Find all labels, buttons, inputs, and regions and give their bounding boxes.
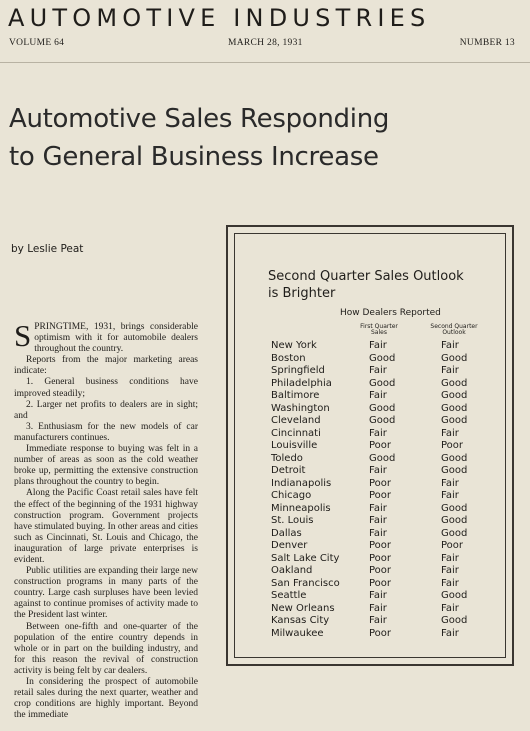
second-quarter-outlook: Fair: [441, 490, 459, 501]
sales-outlook-table: [271, 340, 501, 640]
paragraph: Public utilities are expanding their large new construction programs in many parts of the country. Large cash surpluses have been levied against to continue promises of activity made to the President last winter.: [14, 566, 198, 621]
table-row: [271, 378, 501, 391]
second-quarter-outlook: Fair: [441, 427, 459, 439]
city-name: Boston: [271, 352, 306, 364]
city-name: Cleveland: [271, 415, 321, 426]
second-quarter-outlook: Good: [441, 390, 468, 401]
second-quarter-outlook: Good: [441, 465, 468, 476]
city-name: Baltimore: [271, 390, 320, 401]
table-row: [271, 603, 501, 616]
second-quarter-outlook: Good: [441, 502, 468, 514]
byline: by Leslie Peat: [11, 243, 84, 255]
second-quarter-outlook: Fair: [441, 627, 459, 639]
first-quarter-sales: Fair: [369, 465, 387, 476]
city-name: Detroit: [271, 465, 306, 476]
city-name: San Francisco: [271, 577, 340, 589]
first-quarter-sales: Poor: [369, 540, 392, 551]
second-quarter-outlook: Fair: [441, 577, 459, 589]
paragraph: Between one-fifth and one-quarter of the population of the entire country depends in whole or in part on the building industry, and for this reason the revival of construction activity is being felt by car dealers.: [14, 621, 198, 676]
issue-number: NUMBER 13: [459, 38, 515, 48]
city-name: New Orleans: [271, 602, 335, 614]
article-headline: [9, 100, 469, 176]
table-row: [271, 578, 501, 591]
city-name: Louisville: [271, 440, 318, 451]
first-quarter-sales: Fair: [369, 340, 387, 351]
second-quarter-outlook: Fair: [441, 565, 459, 576]
paragraph: Immediate response to buying was felt in a number of areas as soon as the cold weather broke up, permitting the extensive construction plans throughout the country to begin.: [14, 444, 198, 488]
second-quarter-outlook: Fair: [441, 552, 459, 564]
second-quarter-outlook: Fair: [441, 477, 459, 489]
second-quarter-outlook: Fair: [441, 602, 459, 614]
second-quarter-outlook: Good: [441, 402, 468, 414]
table-row: [271, 428, 501, 441]
first-quarter-sales: Poor: [369, 552, 392, 564]
city-name: Dallas: [271, 527, 302, 539]
first-quarter-sales: Fair: [369, 527, 387, 539]
first-quarter-sales: Good: [369, 402, 396, 414]
city-name: Seattle: [271, 590, 307, 601]
first-quarter-sales: Poor: [369, 577, 392, 589]
first-quarter-sales: Fair: [369, 515, 387, 526]
first-quarter-sales: Poor: [369, 565, 392, 576]
table-row: [271, 503, 501, 516]
paragraph: 3. Enthusiasm for the new models of car manufacturers continues.: [14, 421, 198, 443]
sidebar-title: Second Quarter Sales Outlook is Brighter: [268, 269, 464, 301]
city-name: Salt Lake City: [271, 552, 340, 564]
second-quarter-outlook: Good: [441, 452, 468, 464]
masthead-divider: [0, 62, 530, 63]
second-quarter-outlook: Good: [441, 515, 468, 526]
sidebar-subtitle: How Dealers Reported: [340, 308, 441, 318]
paragraph: SPRINGTIME, 1931, brings considerable optimism with it for automobile dealers throughout the country.: [14, 318, 198, 355]
table-row: [271, 515, 501, 528]
column-header-second-quarter: Second Quarter Outlook: [430, 323, 478, 336]
column-header-first-quarter: First Quarter Sales: [360, 323, 398, 336]
article-body: [14, 318, 198, 721]
first-quarter-sales: Fair: [369, 427, 387, 439]
table-row: [271, 540, 501, 553]
paragraph: Reports from the major marketing areas indicate:: [14, 355, 198, 377]
second-quarter-outlook: Good: [441, 527, 468, 539]
table-row: [271, 365, 501, 378]
first-quarter-sales: Fair: [369, 615, 387, 626]
table-row: [271, 615, 501, 628]
first-quarter-sales: Poor: [369, 440, 392, 451]
paragraph: Along the Pacific Coast retail sales have felt the effect of the beginning of the 1931 highway construction program. Government projects have stimulated buying. In other areas and cities such as Cincinnati, St. Louis and Chicago, the inauguration of large private enterprises is evident.: [14, 488, 198, 565]
city-name: New York: [271, 340, 317, 351]
first-quarter-sales: Fair: [369, 502, 387, 514]
second-quarter-outlook: Good: [441, 615, 468, 626]
first-quarter-sales: Fair: [369, 390, 387, 401]
table-row: [271, 590, 501, 603]
paragraph: 1. General business conditions have improved steadily;: [14, 377, 198, 399]
city-name: Chicago: [271, 490, 312, 501]
table-row: [271, 565, 501, 578]
table-row: [271, 465, 501, 478]
second-quarter-outlook: Good: [441, 352, 468, 364]
city-name: Springfield: [271, 365, 325, 376]
first-quarter-sales: Poor: [369, 477, 392, 489]
second-quarter-outlook: Good: [441, 415, 468, 426]
first-quarter-sales: Good: [369, 352, 396, 364]
table-row: [271, 478, 501, 491]
first-quarter-sales: Good: [369, 377, 396, 389]
issue-date: MARCH 28, 1931: [228, 38, 303, 48]
second-quarter-outlook: Poor: [441, 540, 464, 551]
city-name: Toledo: [271, 452, 303, 464]
city-name: Kansas City: [271, 615, 330, 626]
headline-line-2: to General Business Increase: [9, 142, 379, 172]
drop-cap: S: [14, 318, 32, 353]
table-row: [271, 553, 501, 566]
paragraph: 2. Larger net profits to dealers are in sight; and: [14, 399, 198, 421]
city-name: Denver: [271, 540, 308, 551]
second-quarter-outlook: Good: [441, 590, 468, 601]
magazine-masthead: AUTOMOTIVE INDUSTRIES: [8, 4, 431, 32]
second-quarter-outlook: Fair: [441, 365, 459, 376]
city-name: Philadelphia: [271, 377, 332, 389]
paragraph: In considering the prospect of automobile retail sales during the next quarter, weather and crop conditions are highly important. Beyond the immediate: [14, 677, 198, 721]
first-quarter-sales: Fair: [369, 602, 387, 614]
first-quarter-sales: Good: [369, 415, 396, 426]
table-row: [271, 390, 501, 403]
second-quarter-outlook: Fair: [441, 340, 459, 351]
table-row: [271, 353, 501, 366]
table-row: [271, 490, 501, 503]
table-row: [271, 403, 501, 416]
first-quarter-sales: Fair: [369, 590, 387, 601]
volume-label: VOLUME 64: [9, 38, 65, 48]
city-name: St. Louis: [271, 515, 314, 526]
first-quarter-sales: Fair: [369, 365, 387, 376]
second-quarter-outlook: Poor: [441, 440, 464, 451]
table-row: [271, 340, 501, 353]
first-quarter-sales: Poor: [369, 627, 392, 639]
city-name: Minneapolis: [271, 502, 331, 514]
first-quarter-sales: Poor: [369, 490, 392, 501]
first-quarter-sales: Good: [369, 452, 396, 464]
city-name: Washington: [271, 402, 330, 414]
table-row: [271, 628, 501, 641]
second-quarter-outlook: Good: [441, 377, 468, 389]
city-name: Oakland: [271, 565, 313, 576]
table-row: [271, 453, 501, 466]
city-name: Indianapolis: [271, 477, 332, 489]
table-row: [271, 415, 501, 428]
headline-line-1: Automotive Sales Responding: [9, 104, 390, 134]
city-name: Milwaukee: [271, 627, 324, 639]
table-row: [271, 440, 501, 453]
city-name: Cincinnati: [271, 427, 321, 439]
table-row: [271, 528, 501, 541]
